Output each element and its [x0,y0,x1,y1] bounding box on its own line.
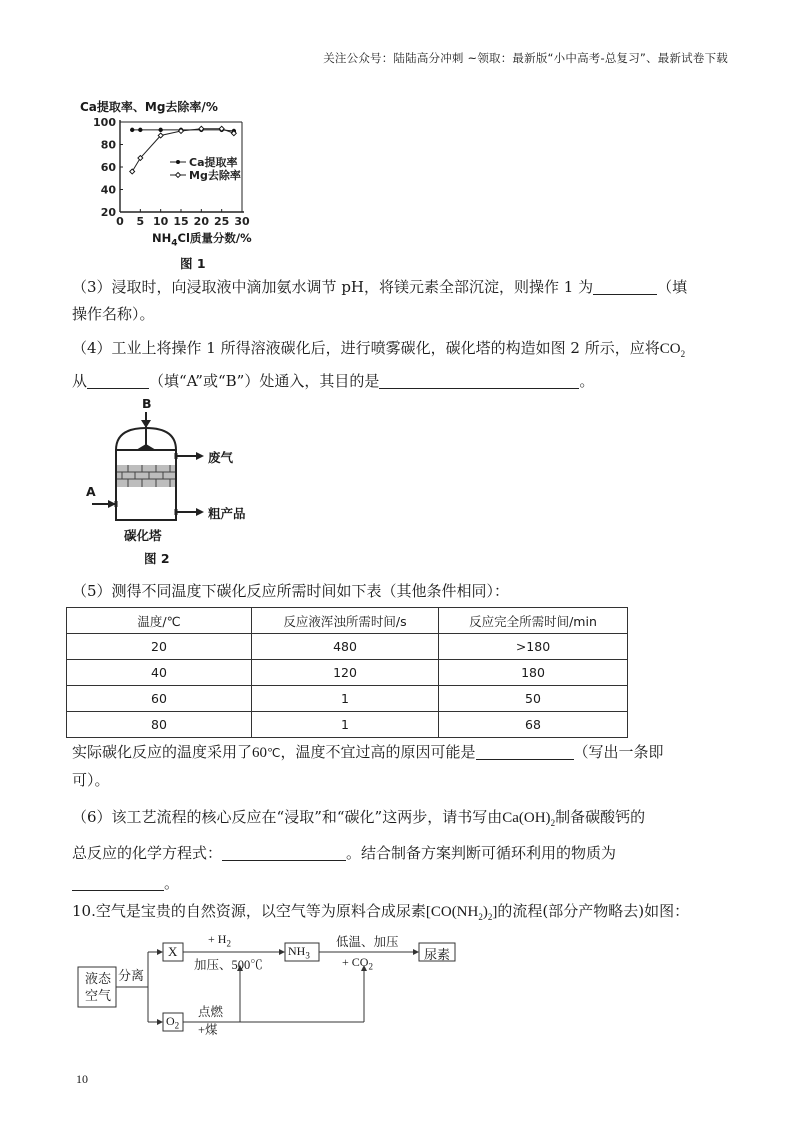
xlabel-sub: 4 [171,238,178,249]
label-crude-product: 粗产品 [208,506,246,521]
legend-marker-mg [176,173,181,178]
flow-co2-main: + CO [342,955,369,969]
q10-formula-sub: 2 [478,912,483,922]
urea-flow-diagram [74,934,474,1036]
flow-o2 [166,1014,179,1030]
flow-x: X [168,944,178,959]
table-header-row [67,608,628,634]
table-cell: 40 [67,660,252,686]
table-cell: 68 [439,712,628,738]
q4-co2-main: CO [659,341,681,357]
q5-temp-unit: ℃ [267,746,281,760]
y-tick-label: 80 [100,138,116,152]
flow-ignite: 点燃 [198,1005,224,1019]
inlet-b-arrow [141,420,151,428]
table-cell: 1 [252,712,439,738]
q4-co2-sub: 2 [680,349,686,359]
q10-formula-c: ] [492,904,498,920]
x-tick-label: 5 [136,215,145,228]
q4-blank-2[interactable] [379,372,579,389]
flow-coal: +煤 [198,1023,218,1037]
q10-text-b: 的流程(部分产物略去)如图： [497,902,690,920]
q6-text-b: 制备碳酸钙的 [555,808,646,826]
q10-urea-formula [426,904,498,920]
figure-2-caption: 图 2 [144,551,170,566]
flow-cond1: 加压、500℃ [194,958,263,972]
label-a: A [86,484,96,499]
legend-marker-ca [176,160,180,164]
table-header: 反应液浑浊所需时间/s [252,608,439,634]
question-4 [72,335,732,395]
flow-o2-sub: 2 [174,1020,180,1031]
table-cell: 50 [439,686,628,712]
y-tick-label: 40 [100,183,116,197]
flow-separate: 分离 [118,968,145,983]
data-point-mg [130,169,135,174]
q4-blank-1[interactable] [87,372,149,389]
question-5-intro: （5）测得不同温度下碳化反应所需时间如下表（其他条件相同）： [72,582,510,600]
x-tick-label: 0 [116,215,124,228]
page-number: 10 [76,1072,88,1086]
tower-diagram [78,398,278,566]
table-header: 反应完全所需时间/min [439,608,628,634]
flow-h2 [208,932,231,948]
table-row [67,712,628,738]
data-point-ca [138,128,142,132]
q6-text-d: 。结合制备方案判断可循环利用的物质为 [346,844,617,862]
q6-formula [502,810,555,826]
question-5-followup [72,739,732,794]
q6-formula-main: Ca(OH) [502,810,551,826]
x-tick-label: 25 [214,215,230,228]
q5-temp-value: 60 [252,745,268,761]
legend-label: Mg去除率 [189,169,241,182]
flow-nh3-sub: 3 [305,950,310,961]
q3-text-c: 操作名称）。 [72,305,155,323]
question-6 [72,802,732,898]
table-cell: 180 [439,660,628,686]
flow-co2-sub: 2 [368,961,373,972]
table-row [67,686,628,712]
x-tick-label: 10 [153,215,169,228]
flow-h2-sub: 2 [226,938,231,949]
y-tick-label: 20 [100,206,116,219]
q5-temp [252,745,280,761]
q4-co2 [660,341,685,357]
x-tick-label: 30 [234,215,250,228]
q6-blank-1[interactable] [222,844,346,861]
xlabel-part-1: NH [152,231,172,245]
q4-text-d: 。 [579,372,595,390]
q4-text-b: 从 [72,372,88,390]
x-tick-label: 15 [173,215,189,228]
question-10 [72,898,732,931]
q4-text-c: （填“A”或“B”）处通入，其目的是 [149,372,380,390]
table-header: 温度/℃ [67,608,252,634]
label-tower: 碳化塔 [124,528,162,543]
q6-text-a: （6）该工艺流程的核心反应在“浸取”和“碳化”这两步，请书写由 [72,808,503,826]
table-row [67,660,628,686]
chart-xlabel [152,230,252,248]
table-cell: 20 [67,634,252,660]
figure-1-caption: 图 1 [180,256,206,271]
q6-text-c: 总反应的化学方程式： [72,844,223,862]
flow-nh3-main: NH [288,944,306,958]
flow-liquid-air-1: 液态 [84,971,111,986]
flow-lines [74,934,474,1036]
q10-formula-sub2: 2 [487,912,493,922]
table-cell: 120 [252,660,439,686]
q5-after-a: 实际碳化反应的温度采用了 [72,743,253,761]
figure-2 [78,398,278,566]
q3-blank[interactable] [593,278,657,295]
page-header: 关注公众号：陆陆高分冲刺 ~领取：最新版“小中高考-总复习”、最新试卷下载 [323,51,728,65]
q5-blank[interactable] [476,743,574,760]
q3-text-a: （3）浸取时，向浸取液中滴加氨水调节 pH，将镁元素全部沉淀，则操作 1 为 [72,278,594,296]
q6-formula-sub: 2 [550,818,556,828]
q10-formula-a: [CO(NH [425,904,479,920]
table-row [67,634,628,660]
data-point-ca [130,128,134,132]
q5-after-b: ，温度不宜过高的原因可能是 [280,743,476,761]
y-tick-label: 100 [93,116,116,129]
q10-text-a: 10.空气是宝贵的自然资源，以空气等为原料合成尿素 [72,902,426,920]
chart-ylabel: Ca提取率、Mg去除率/% [80,100,218,114]
table-cell: 80 [67,712,252,738]
label-b: B [142,396,152,411]
flow-nh3 [288,944,310,960]
q4-text-a: （4）工业上将操作 1 所得溶液碳化后，进行喷雾碳化，碳化塔的构造如图 2 所示，应将 [72,339,660,357]
q6-text-e: 。 [164,874,180,892]
table-cell: 1 [252,686,439,712]
crude-product-arrow [196,508,204,516]
flow-o2-main: O [166,1014,175,1028]
figure-1 [74,98,274,271]
flow-cond2: 低温、加压 [336,935,399,949]
flow-co2 [342,955,373,971]
q3-text-b: （填 [657,278,688,296]
q10-formula-b: ) [482,904,488,920]
table-cell: 60 [67,686,252,712]
question-3 [72,274,732,328]
q5-after-c: （写出一条即 [573,743,664,761]
data-point-ca [158,128,162,132]
table-cell: 480 [252,634,439,660]
xlabel-part-2: Cl质量分数/% [177,231,252,245]
x-tick-label: 20 [193,215,209,228]
waste-gas-arrow [196,452,204,460]
q6-blank-2[interactable] [72,874,164,891]
table-cell: >180 [439,634,628,660]
flow-h2-main: + H [208,932,227,946]
flow-urea: 尿素 [424,947,451,962]
flow-liquid-air-2: 空气 [84,988,111,1003]
legend-label: Ca提取率 [189,156,238,169]
label-waste-gas: 废气 [208,450,234,465]
y-tick-label: 60 [100,161,116,174]
q5-after-d: 可）。 [72,771,110,789]
temperature-table [66,607,628,738]
flow-liquid-air [81,970,115,1004]
packing-layer [117,465,175,487]
